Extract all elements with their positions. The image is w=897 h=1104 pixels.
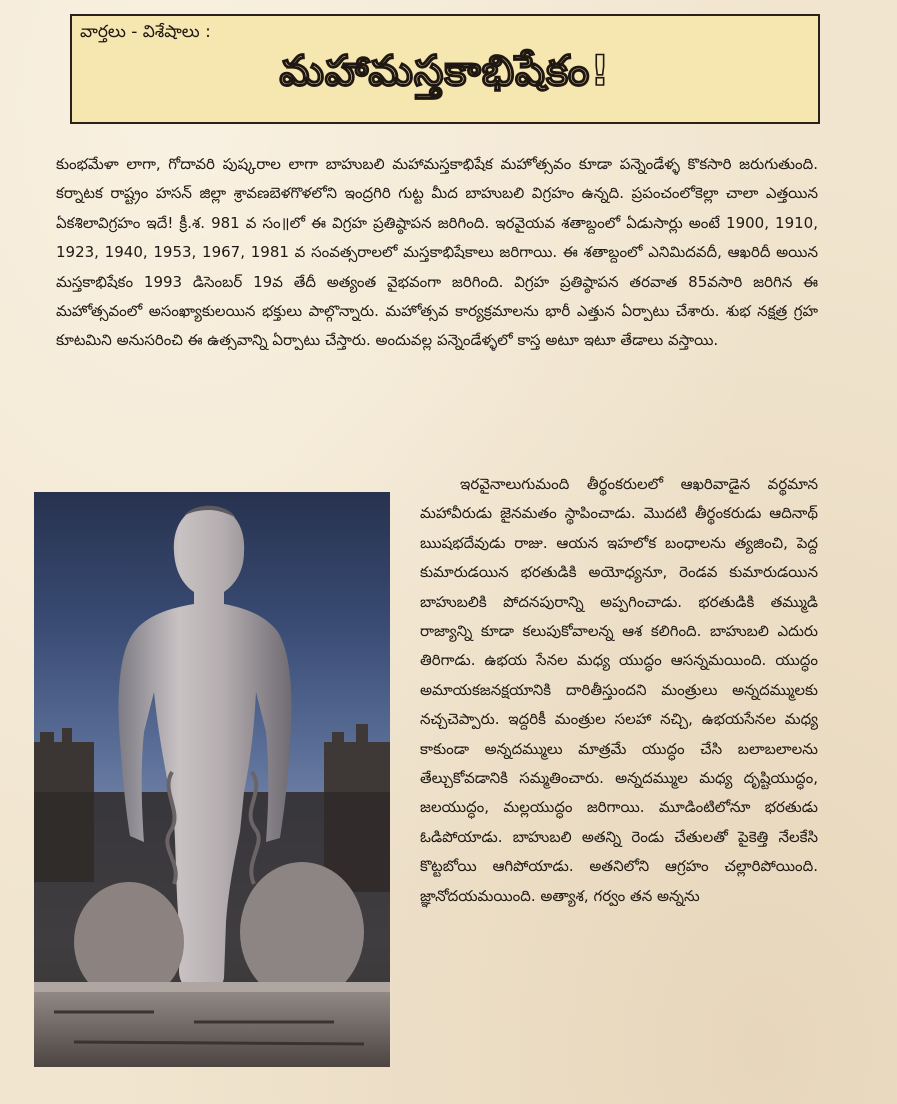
article-paragraph-2: ఇరవైనాలుగుమంది తీర్థంకరులలో ఆఖరివాడైన వర్థమాన మహావీరుడు జైనమతం స్థాపించాడు. మొదటి తీర్థంకరుడు ఆదినాథ్ ఋషభదేవుడు రాజు. ఆయన ఇహలోక బంధాలను త్యజించి, పెద్ద కుమారుడయిన భరతుడికి అయోధ్యనూ, రెండవ కుమారుడయిన బాహుబలికి పోదనపురాన్ని అప్పగించాడు. భరతుడికి తమ్ముడి రాజ్యాన్ని కూడా కలుపుకోవాలన్న ఆశ కలిగింది. బాహుబలి ఎదురు తిరిగాడు. ఉభయ సేనల మధ్య యుద్ధం ఆసన్నమయింది. యుద్ధం అమాయకజనక్షయానికి దారితీస్తుందని మంత్రులు అన్నదమ్ములకు నచ్చచెప్పారు. ఇద్దరికీ మంత్రుల సలహా నచ్చి, ఉభయసేనల మధ్య కాకుండా అన్నదమ్ములు మాత్రమే యుద్ధం చేసి బలాబలాలను తేల్చుకోవడానికి సమ్మతించారు. అన్నదమ్ముల మధ్య దృష్టియుద్ధం, జలయుద్ధం, మల్లయుద్ధం జరిగాయి. మూడింటిలోనూ భరతుడు ఓడిపోయాడు. బాహుబలి అతన్ని రెండు చేతులతో పైకెత్తి నేలకేసి కొట్టబోయి ఆగిపోయాడు. అతనిలోని ఆగ్రహం చల్లారిపోయింది. జ్ఞానోదయమయింది. అత్యాశ, గర్వం తన అన్నను bbox=[420, 475, 818, 905]
article-paragraph-1: కుంభమేళా లాగా, గోదావరి పుష్కరాల లాగా బాహుబలి మహామస్తకాభిషేక మహోత్సవం కూడా పన్నెండేళ్ళ కొకసారి జరుగుతుంది. కర్నాటక రాష్ట్రం హసన్ జిల్లా శ్రావణబెళగొళలోని ఇంద్రగిరి గుట్ట మీద బాహుబలి విగ్రహం ఉన్నది. ప్రపంచంలోకెల్లా చాలా ఎత్తయిన ఏకశిలావిగ్రహం ఇదే! క్రీ.శ. 981 వ సం॥లో ఈ విగ్రహ ప్రతిష్ఠాపన జరిగింది. ఇరవైయవ శతాబ్దంలో ఏడుసార్లు అంటే 1900, 1910, 1923, 1940, 1953, 1967, 1981 వ సంవత్సరాలలో మస్తకాభిషేకాలు జరిగాయి. ఈ శతాబ్దంలో ఎనిమిదవదీ, ఆఖరిదీ అయిన మస్తకాభిషేకం 1993 డిసెంబర్ 19వ తేదీ అత్యంత వైభవంగా జరిగింది. విగ్రహ ప్రతిష్ఠాపన తరవాత 85వసారి జరిగిన ఈ మహోత్సవంలో అసంఖ్యాకులయిన భక్తులు పాల్గొన్నారు. మహోత్సవ కార్యక్రమాలను భారీ ఎత్తున ఏర్పాటు చేశారు. శుభ నక్షత్ర గ్రహ కూటమిని అనుసరించి ఈ ఉత్సవాన్ని ఏర్పాటు చేస్తారు. అందువల్ల పన్నెండేళ్ళలో కాస్త అటూ ఇటూ తేడాలు వస్తాయి. bbox=[56, 155, 818, 350]
anthill-right bbox=[240, 862, 364, 1002]
statue-illustration bbox=[34, 492, 390, 1067]
header-box bbox=[70, 14, 820, 124]
bahubali-statue-photo bbox=[34, 492, 390, 1067]
page-title: మహామస్తకాభిషేకం! bbox=[279, 46, 611, 95]
pedestal bbox=[34, 982, 390, 1067]
section-label: వార్తలు - విశేషాలు : bbox=[80, 22, 211, 42]
